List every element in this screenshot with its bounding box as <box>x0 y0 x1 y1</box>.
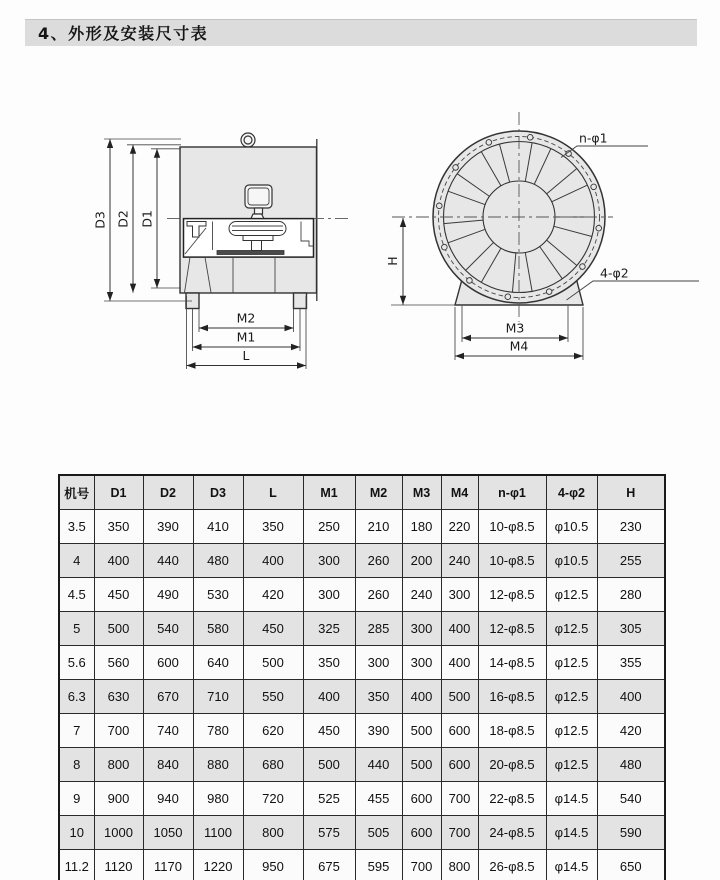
dimension-cell: 410 <box>193 510 243 544</box>
dimension-cell: 600 <box>441 714 478 748</box>
table-row <box>59 612 665 646</box>
dimension-cell: 600 <box>143 646 193 680</box>
dimension-cell: 22-φ8.5 <box>478 782 546 816</box>
dimension-cell: 710 <box>193 680 243 714</box>
dimension-cell: 220 <box>441 510 478 544</box>
dimension-cell: 1220 <box>193 850 243 880</box>
table-row <box>59 816 665 850</box>
dimension-cell: 680 <box>243 748 303 782</box>
dimension-cell: 440 <box>355 748 402 782</box>
dimension-cell: 700 <box>94 714 143 748</box>
table-row <box>59 680 665 714</box>
dimension-cell: 10-φ8.5 <box>478 544 546 578</box>
dimension-cell: φ12.5 <box>546 578 597 612</box>
dimension-cell: 400 <box>243 544 303 578</box>
dim-label-m3: M3 <box>505 320 525 336</box>
table-row <box>59 578 665 612</box>
column-header: 4-φ2 <box>546 475 597 510</box>
section-title: 4、外形及安装尺寸表 <box>38 24 209 43</box>
eyebolt-icon <box>244 136 252 144</box>
dimension-cell: 1120 <box>94 850 143 880</box>
motor-assembly <box>184 219 314 258</box>
dimension-cell: 505 <box>355 816 402 850</box>
dimension-cell: 400 <box>402 680 441 714</box>
dimension-cell: 10-φ8.5 <box>478 510 546 544</box>
dimension-cell: 260 <box>355 544 402 578</box>
dimension-cell: 630 <box>94 680 143 714</box>
dimension-cell: 600 <box>402 816 441 850</box>
dimension-cell: 575 <box>303 816 355 850</box>
dimension-cell: 230 <box>597 510 665 544</box>
dimension-cell: 650 <box>597 850 665 880</box>
dimension-cell: 400 <box>441 612 478 646</box>
dim-label-l: L <box>242 348 250 363</box>
dimension-cell: 210 <box>355 510 402 544</box>
header-row <box>59 475 665 510</box>
model-number-cell: 11.2 <box>59 850 94 880</box>
dimension-cell: 640 <box>193 646 243 680</box>
dimension-cell: 240 <box>402 578 441 612</box>
dimension-cell: 500 <box>402 714 441 748</box>
dimension-cell: 12-φ8.5 <box>478 612 546 646</box>
dimension-cell: 600 <box>441 748 478 782</box>
dimension-cell: φ10.5 <box>546 544 597 578</box>
dimension-cell: 400 <box>94 544 143 578</box>
dimension-cell: 300 <box>441 578 478 612</box>
dimension-cell: 450 <box>303 714 355 748</box>
dimension-cell: 500 <box>441 680 478 714</box>
leader-line-base-holes <box>567 281 700 300</box>
dimension-cell: 530 <box>193 578 243 612</box>
dimension-cell: φ14.5 <box>546 850 597 880</box>
dimension-cell: 260 <box>355 578 402 612</box>
dimension-cell: 300 <box>355 646 402 680</box>
dimension-cell: 350 <box>303 646 355 680</box>
section-title-band <box>25 19 697 46</box>
dimension-cell: 540 <box>597 782 665 816</box>
dim-label-d2: D2 <box>115 210 131 228</box>
dimension-cell: 440 <box>143 544 193 578</box>
dimension-cell: 1000 <box>94 816 143 850</box>
column-header: L <box>243 475 303 510</box>
table-row <box>59 782 665 816</box>
dim-label-m1: M1 <box>236 329 256 345</box>
table-row <box>59 850 665 880</box>
dimension-cell: 325 <box>303 612 355 646</box>
model-number-cell: 10 <box>59 816 94 850</box>
dimension-cell: 940 <box>143 782 193 816</box>
dimension-cell: 455 <box>355 782 402 816</box>
dimension-cell: φ12.5 <box>546 612 597 646</box>
model-number-cell: 7 <box>59 714 94 748</box>
table-row <box>59 714 665 748</box>
column-header: M2 <box>355 475 402 510</box>
column-header: n-φ1 <box>478 475 546 510</box>
fan-front-view <box>385 112 699 360</box>
dimension-cell: 180 <box>402 510 441 544</box>
dimension-cell: 14-φ8.5 <box>478 646 546 680</box>
dimension-cell: 300 <box>303 544 355 578</box>
dimension-cell: 800 <box>243 816 303 850</box>
dimension-cell: 1170 <box>143 850 193 880</box>
dimension-cell: 305 <box>597 612 665 646</box>
dimension-cell: 255 <box>597 544 665 578</box>
dimension-cell: 700 <box>441 816 478 850</box>
dimension-cell: 500 <box>94 612 143 646</box>
dimension-cell: 700 <box>441 782 478 816</box>
dimension-cell: 900 <box>94 782 143 816</box>
dimension-cell: 200 <box>402 544 441 578</box>
column-header: M4 <box>441 475 478 510</box>
dimension-cell: φ12.5 <box>546 680 597 714</box>
model-number-cell: 4.5 <box>59 578 94 612</box>
fan-side-view <box>93 133 353 369</box>
dimension-cell: φ12.5 <box>546 714 597 748</box>
model-number-cell: 8 <box>59 748 94 782</box>
model-number-cell: 3.5 <box>59 510 94 544</box>
dimension-cell: 26-φ8.5 <box>478 850 546 880</box>
dimension-cell: φ14.5 <box>546 816 597 850</box>
dimension-cell: 285 <box>355 612 402 646</box>
dimension-cell: 16-φ8.5 <box>478 680 546 714</box>
dimension-cell: 490 <box>143 578 193 612</box>
dimension-cell: 300 <box>303 578 355 612</box>
mounting-foot-right <box>294 293 307 309</box>
dimension-cell: 880 <box>193 748 243 782</box>
dimension-cell: 840 <box>143 748 193 782</box>
dimension-cell: 280 <box>597 578 665 612</box>
model-number-cell: 4 <box>59 544 94 578</box>
dimension-cell: 525 <box>303 782 355 816</box>
table-row <box>59 510 665 544</box>
table-row <box>59 544 665 578</box>
dimension-cell: φ12.5 <box>546 646 597 680</box>
dimension-cell: 240 <box>441 544 478 578</box>
column-header: M1 <box>303 475 355 510</box>
model-number-cell: 9 <box>59 782 94 816</box>
dimension-cell: 620 <box>243 714 303 748</box>
column-header: 机号 <box>59 475 94 510</box>
dimension-cell: 500 <box>243 646 303 680</box>
dimension-cell: 550 <box>243 680 303 714</box>
dimension-cell: 580 <box>193 612 243 646</box>
callout-bolt-holes: n-φ1 <box>579 130 608 146</box>
dimension-cell: 675 <box>303 850 355 880</box>
dimension-cell: φ14.5 <box>546 782 597 816</box>
dimension-cell: 400 <box>597 680 665 714</box>
dimension-cell: 480 <box>193 544 243 578</box>
dimension-cell: 300 <box>402 646 441 680</box>
dimension-cell: 250 <box>303 510 355 544</box>
dimension-cell: 350 <box>243 510 303 544</box>
table-row <box>59 748 665 782</box>
dimension-cell: 350 <box>355 680 402 714</box>
column-header: M3 <box>402 475 441 510</box>
dimension-cell: φ12.5 <box>546 748 597 782</box>
dim-label-d3: D3 <box>92 211 108 229</box>
dimension-cell: 420 <box>597 714 665 748</box>
model-number-cell: 5.6 <box>59 646 94 680</box>
dimension-cell: 400 <box>441 646 478 680</box>
callout-base-holes: 4-φ2 <box>600 265 629 281</box>
dim-label-h: H <box>385 256 400 266</box>
table-row <box>59 646 665 680</box>
dim-label-d1: D1 <box>139 210 155 228</box>
installation-drawing <box>0 95 720 475</box>
column-header: D1 <box>94 475 143 510</box>
dimension-cell: 980 <box>193 782 243 816</box>
dimension-cell: 720 <box>243 782 303 816</box>
dimension-cell: 480 <box>597 748 665 782</box>
dimension-cell: 18-φ8.5 <box>478 714 546 748</box>
dimension-cell: 355 <box>597 646 665 680</box>
dimension-cell: φ10.5 <box>546 510 597 544</box>
dimension-cell: 20-φ8.5 <box>478 748 546 782</box>
column-header: D3 <box>193 475 243 510</box>
model-number-cell: 6.3 <box>59 680 94 714</box>
dimension-cell: 800 <box>441 850 478 880</box>
dimension-cell: 450 <box>94 578 143 612</box>
dimension-cell: 12-φ8.5 <box>478 578 546 612</box>
column-header: H <box>597 475 665 510</box>
dimension-cell: 1050 <box>143 816 193 850</box>
dim-label-m4: M4 <box>509 338 529 354</box>
dimensions-table <box>58 474 666 880</box>
dimension-cell: 390 <box>355 714 402 748</box>
dimension-cell: 595 <box>355 850 402 880</box>
dimension-cell: 390 <box>143 510 193 544</box>
dimension-cell: 500 <box>402 748 441 782</box>
dimension-cell: 420 <box>243 578 303 612</box>
dimension-cell: 400 <box>303 680 355 714</box>
dimension-cell: 670 <box>143 680 193 714</box>
dimension-cell: 700 <box>402 850 441 880</box>
dim-label-m2: M2 <box>236 310 256 326</box>
dimension-cell: 450 <box>243 612 303 646</box>
model-number-cell: 5 <box>59 612 94 646</box>
dimension-cell: 24-φ8.5 <box>478 816 546 850</box>
dimension-cell: 560 <box>94 646 143 680</box>
dimension-cell: 800 <box>94 748 143 782</box>
dimension-cell: 300 <box>402 612 441 646</box>
dimension-cell: 590 <box>597 816 665 850</box>
dimension-cell: 600 <box>402 782 441 816</box>
column-header: D2 <box>143 475 193 510</box>
dimension-cell: 540 <box>143 612 193 646</box>
dimension-cell: 350 <box>94 510 143 544</box>
dimension-cell: 500 <box>303 748 355 782</box>
dimension-cell: 1100 <box>193 816 243 850</box>
dimension-cell: 780 <box>193 714 243 748</box>
dimension-cell: 950 <box>243 850 303 880</box>
dimension-cell: 740 <box>143 714 193 748</box>
